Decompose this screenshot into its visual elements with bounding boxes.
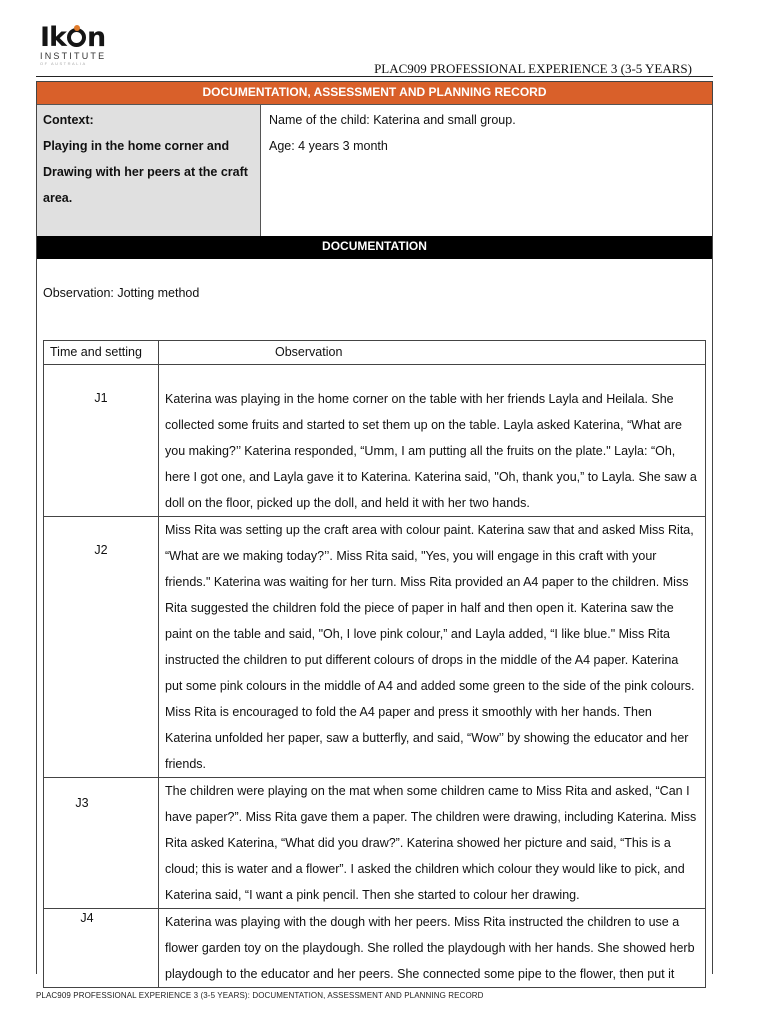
observation-line: Miss Rita is encouraged to fold the A4 paper and press it smoothly with her hands. Then: [165, 705, 652, 719]
observation-line: Rita asked Katerina, “What did you draw?”. Katerina showed her picture and said, “This is a: [165, 836, 671, 850]
record-frame: [36, 81, 713, 981]
page-footer: PLAC909 PROFESSIONAL EXPERIENCE 3 (3-5 YEARS): DOCUMENTATION, ASSESSMENT AND PLANNING RECORD: [36, 991, 484, 1000]
observation-line: instructed the children to put different colours of drops in the middle of the A4 paper. Katerina: [165, 653, 679, 667]
header-divider: [36, 76, 713, 77]
time-cell: J3: [44, 778, 159, 909]
time-cell: J4: [44, 909, 159, 988]
course-title: PLAC909 PROFESSIONAL EXPERIENCE 3 (3-5 YEARS): [374, 61, 692, 76]
context-label: Context:: [43, 113, 94, 127]
child-name: Name of the child: Katerina and small group.: [269, 113, 516, 127]
logo-o-mark: [67, 28, 86, 47]
context-line: Playing in the home corner and: [43, 139, 230, 153]
observation-line: collected some fruits and started to set them up on the table. Layla asked Katerina, “What are: [165, 418, 682, 432]
table-row: [44, 517, 706, 778]
logo-wordmark: Ik n: [40, 22, 106, 53]
child-info-cell: [261, 105, 712, 238]
observation-line: Katerina was playing with the dough with her peers. Miss Rita instructed the children to use a: [165, 915, 680, 929]
observation-line: friends.: [165, 757, 206, 771]
child-age: Age: 4 years 3 month: [269, 139, 388, 153]
logo-tagline: OF AUSTRALIA: [40, 61, 87, 66]
table-row: [44, 778, 706, 909]
observation-line: cloud; this is water and a flower”. I asked the children which colour they would like to pick, and: [165, 862, 685, 876]
documentation-heading: DOCUMENTATION: [37, 236, 712, 259]
observation-line: flower garden toy on the playdough. She rolled the playdough with her hands. She showed herb: [165, 941, 695, 955]
observation-cell: [159, 517, 706, 778]
table-row: [44, 909, 706, 988]
institute-logo: [40, 24, 120, 68]
observation-line: Rita suggested the children fold the piece of paper in half and then open it. Katerina saw the: [165, 601, 674, 615]
record-title-bar: DOCUMENTATION, ASSESSMENT AND PLANNING RECORD: [37, 82, 712, 105]
observation-line: Miss Rita was setting up the craft area with colour paint. Katerina saw that and asked Miss Rita,: [165, 523, 694, 537]
observation-line: Katerina unfolded her paper, saw a butterfly, and said, “Wow’’ by showing the educator and her: [165, 731, 689, 745]
context-line: area.: [43, 191, 73, 205]
observation-table: [43, 340, 706, 988]
observation-line: here I got one, and Layla gave it to Katerina. Katerina said, "Oh, thank you,” to Layla. She saw a: [165, 470, 697, 484]
observation-line: The children were playing on the mat when some children came to Miss Rita and asked, “Can I: [165, 784, 690, 798]
observation-line: put some pink colours in the middle of A4 and added some green to the side of the pink colours.: [165, 679, 695, 693]
observation-line: paint on the table and said, "Oh, I love pink colour,” and Layla added, “I like blue." Miss Rita: [165, 627, 670, 641]
observation-line: Katerina was playing in the home corner on the table with her friends Layla and Heilala. She: [165, 392, 674, 406]
observation-line: have paper?”. Miss Rita gave them a paper. The children were drawing, including Katerina. Miss: [165, 810, 697, 824]
time-cell: J1: [44, 365, 159, 517]
observation-cell: [159, 365, 706, 517]
observation-cell: [159, 778, 706, 909]
observation-cell: [159, 909, 706, 988]
observation-line: Katerina said, “I want a pink pencil. Then she started to colour her drawing.: [165, 888, 580, 902]
observation-line: doll on the floor, picked up the doll, and held it with her two hands.: [165, 496, 530, 510]
context-line: Drawing with her peers at the craft: [43, 165, 248, 179]
time-cell: J2: [44, 517, 159, 778]
observation-line: you making?’’ Katerina responded, “Umm, I am putting all the fruits on the plate." Layla: “Oh,: [165, 444, 676, 458]
context-cell: [37, 105, 261, 238]
table-row: [44, 365, 706, 517]
observation-line: playdough to the educator and her peers. She connected some pipe to the flower, then put it: [165, 967, 675, 981]
column-header-observation: Observation: [159, 341, 706, 365]
logo-subtitle: INSTITUTE: [40, 51, 107, 61]
observation-line: friends." Katerina was waiting for her turn. Miss Rita provided an A4 paper to the children. Miss: [165, 575, 689, 589]
table-header-row: [44, 341, 706, 365]
observation-method: Observation: Jotting method: [43, 286, 200, 300]
column-header-time: Time and setting: [44, 341, 159, 365]
observation-line: “What are we making today?’’. Miss Rita said, "Yes, you will engage in this craft with your: [165, 549, 657, 563]
